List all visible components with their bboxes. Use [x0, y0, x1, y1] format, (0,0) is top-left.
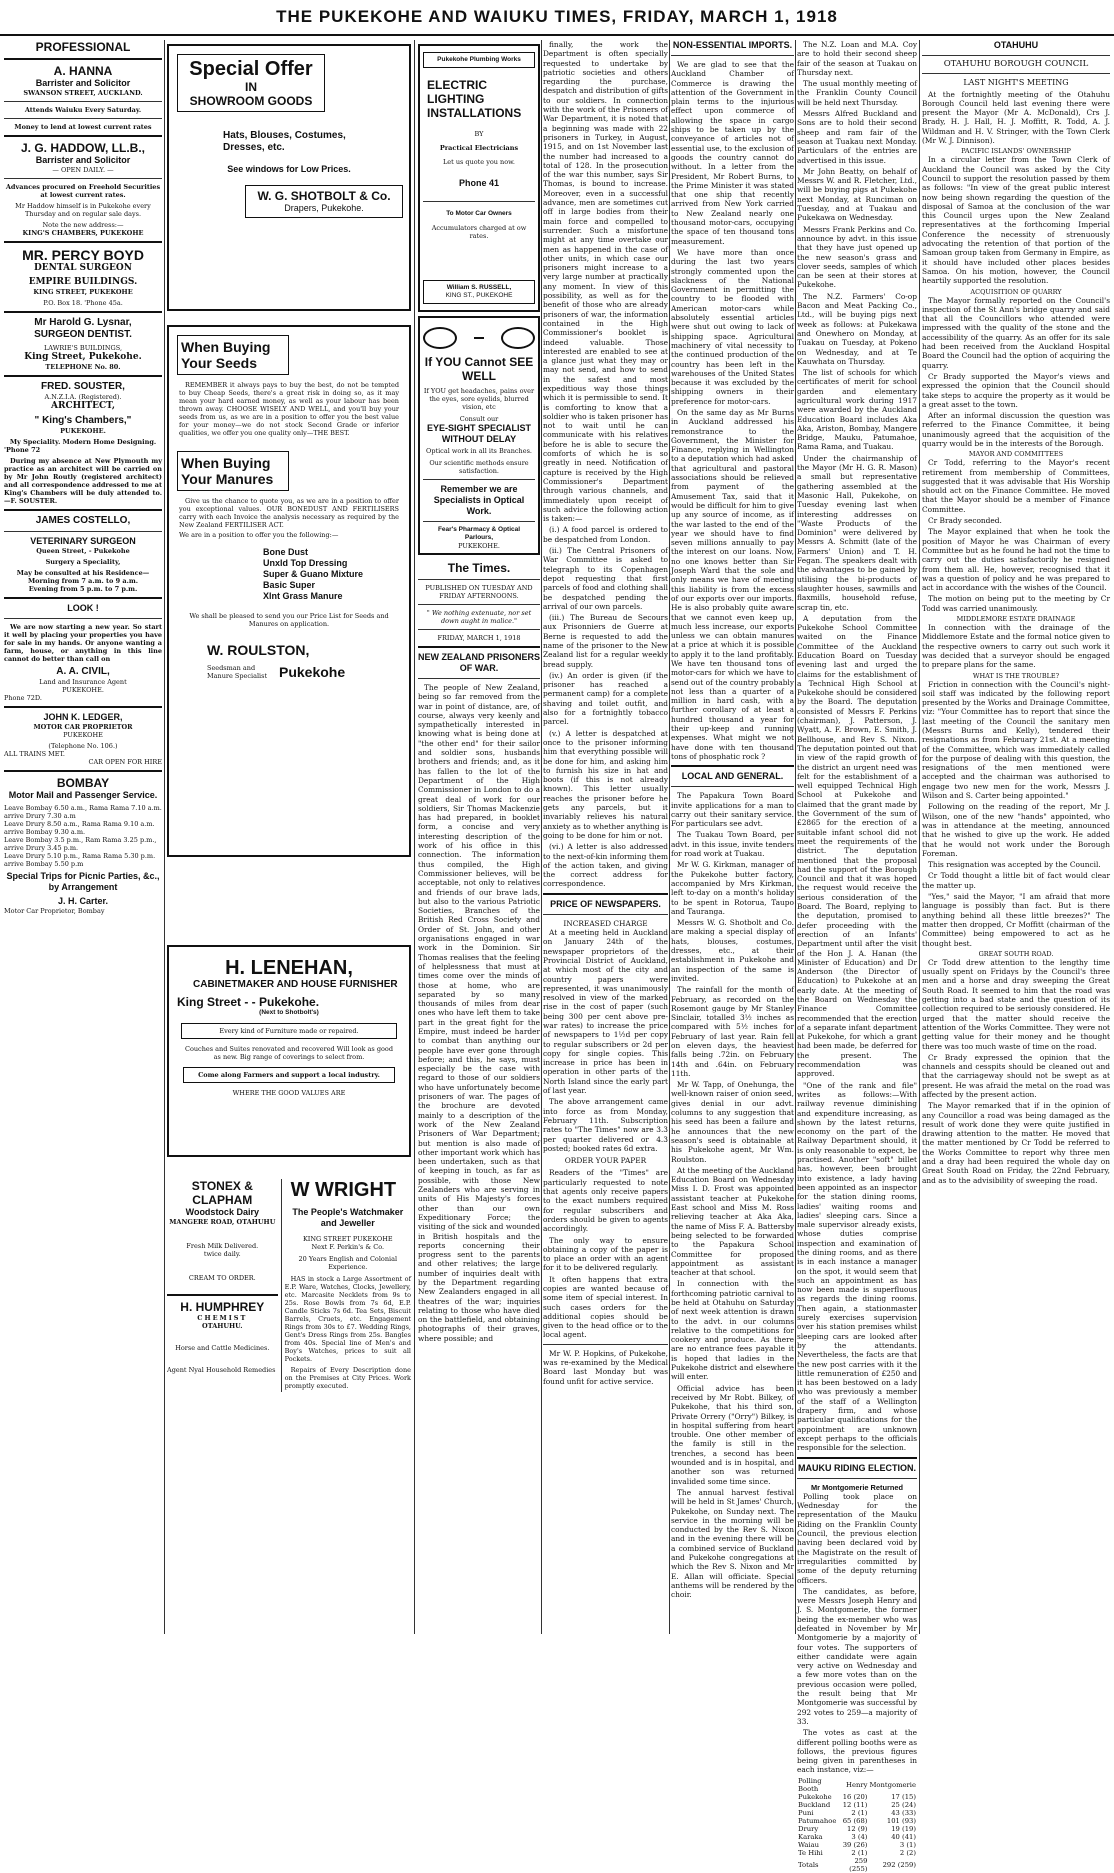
column-rule — [414, 40, 415, 1634]
article-heading-price: PRICE OF NEWSPAPERS. — [550, 898, 661, 909]
article-body: Polling took place on Wednesday for the representation of the Mauku Riding on the Franklin County Council, the previous election having been declared void by the Magistrate on the result of irregularities committed by some of the deputy returning officers. — [797, 1491, 917, 1585]
ad-lysnar-building: LAWRIE'S BUILDINGS, — [43, 344, 123, 352]
ad-costello-name: JAMES COSTELLO, — [35, 515, 131, 526]
ad-souster-speciality: My Speciality. Modern Home Designing. — [9, 438, 157, 446]
ad-lenehan-kind: Every kind of Furniture made or repaired. — [181, 1023, 397, 1039]
section-heading: PROFESSIONAL — [35, 40, 131, 54]
ad-humphrey-agent: Agent Nyal Household Remedies — [167, 1366, 276, 1374]
table-row — [797, 1841, 917, 1849]
article-body: Cr Todd, referring to the Mayor's recent retirement from membership of Committees, suggested that it was advisable that His Worship should act on the Finance Committee. He moved that the Mayor should be a member of Finance Committee. — [922, 458, 1110, 514]
ad-roulston-town: Pukekohe — [279, 664, 346, 680]
ad-civil-town: PUKEKOHE. — [62, 686, 104, 694]
table-row — [797, 1817, 917, 1825]
ad-souster-town: PUKEKOHE. — [60, 427, 106, 435]
table-cell: Pukekohe — [798, 1792, 832, 1801]
ad-lenehan-name: H. LENEHAN, — [225, 957, 353, 979]
ad-lenehan-street: King Street - - Pukekohe. — [177, 995, 320, 1009]
ad-plumbing-name: Pukekohe Plumbing Works — [423, 52, 535, 68]
article-body: Cr Brady expressed the opinion that the channels and cesspits should be cleaned out and that the carriageway should not be swept as at present. He was afraid the metal on the road was affected by the present action. — [922, 1052, 1110, 1099]
ad-offer-showroom: SHOWROOM GOODS — [189, 94, 313, 108]
table-cell: 12 (11) — [842, 1800, 868, 1809]
table-cell: 17 (15) — [891, 1792, 916, 1801]
table-cell: 2 (1) — [851, 1808, 868, 1817]
article-body: The Papakura Town Board invite applications for a man to carry out their sanitary service. For particulars see advt. — [671, 791, 794, 829]
table-header-row — [797, 1777, 917, 1793]
article-body: The Mayor remarked that if in the opinion of any Councillor a road was being damaged as the result of work done they were quite justified in drawing attention to the matter. He moved that the matter mentioned by Cr Todd be referred to the Works Committee to report why three men and a dray had been required the whole day on Great South Road on Friday, the 22nd February, and as to the advisibility of sweeping the road. — [922, 1101, 1110, 1185]
ad-bottom-row — [167, 1179, 411, 1392]
article-body: Mr W. Tapp, of Onehunga, the well-known raiser of onion seed, gives denial in our advt. columns to any suggestion that his seed has been a failure and he announces that the new season's seed is obtainable at his Pukekohe agent, Mr Wm. Roulston. — [671, 1080, 794, 1164]
ad-ledger-tel: (Telephone No. 106.) — [48, 742, 118, 750]
ad-hanna-money: Money to lend at lowest current rates — [14, 123, 152, 131]
article-body: The rainfall for the month of February, as recorded on the Rosemont gauge by Mr Stanley Sinclair, totalled 3½ inches as compared with 5½ inches for February of last year. Rain fell on eleven days, the heaviest falls being .72in. on February 14th and .64in. on February 11th. — [671, 985, 794, 1078]
ad-specialist: EYE-SIGHT SPECIALIST WITHOUT DELAY — [426, 423, 531, 444]
manure-item: Unxld Top Dressing — [263, 558, 348, 568]
ad-haddow-open: — OPEN DAILY. — — [52, 166, 114, 174]
article-body: The candidates, as before, were Messrs Joseph Henry and J. S. Montgomerie, the former being the ex-member who was defeated in November by Mr Montgomerie by a majority of four votes. The supporters of either candidate were again very active on Wednesday and a few more votes than on the previous occasion were polled, the result being that Mr Montgomerie was successful by 292 votes to 259—a majority of 33. — [797, 1586, 917, 1726]
ad-boyd-name: MR. PERCY BOYD — [22, 247, 144, 263]
ad-haddow-role: Barrister and Solicitor — [35, 155, 131, 165]
column-rule — [919, 40, 920, 1634]
spectacles-icon — [423, 327, 535, 349]
ad-ledger-hire: CAR OPEN FOR HIRE — [88, 758, 162, 766]
ad-boyd-street: KING STREET, PUKEKOHE — [33, 288, 133, 296]
article-body: Official advice has been received by Mr Robt. Bilkey, of Pukekohe, that his third son, Private Orrery ("Orry") Bilkey, is in hospital suffering from heart trouble. One other member of the family is still in the trenches, a second has been wounded and is in hospital, and another son was returned invalided some time since. — [671, 1383, 794, 1486]
table-row — [797, 1825, 917, 1833]
ad-manures-price: We shall be pleased to send you our Price List for Seeds and Manures on application. — [189, 612, 389, 628]
article-body: In a circular letter from the Town Clerk of Auckland the Council was asked by the City Council to support the resolution passed by them as follows: "In view of the great public interest now being shown regarding the question of the disposal of Samoa at the conclusion of the war this Council urges upon the New Zealand representatives at the forthcoming Imperial Conference the necessity of strenuously advocating the retention of that portion of the Samoan group taken from Germany in Empire, as it should have included other places besides Samoa. On his motion, however, the Council heartily supported the resolution. — [922, 155, 1110, 286]
ad-hanna-role: Barrister and Solicitor — [35, 78, 131, 88]
ad-manures-text: Give us the chance to quote you, as we are in a position to offer you exceptional values. OUR BONEDUST AND FERTILISERS carry with each Invoice the analysis necessary as required by the New Zealand FERTILISER ACT. — [179, 497, 399, 529]
ad-electric-practical: Practical Electricians — [439, 144, 519, 152]
ad-roulston — [167, 325, 411, 857]
article-body: A deputation from the Pukekohe School Committee waited on the Finance Committee of the Auckland Education Board on Tuesday evening last and urged the claims for the establishment of a Technical High School at Pukekohe should be considered by the Board. The deputation consisted of Messrs F. Perkins (chairman), J. Patterson, J. Wyatt, A. F. Brown, E. Smith, J. Bellhouse, and Rev S. Nixon. The deputation pointed out that in view of the rapid growth of the district an urgent need was felt for the establishment of a well equipped Technical High School at Pukekohe and claimed that the grant made by the Government of the sum of £2865 for the erection of a suitable infant school did not meet the requirements of the district. The deputation mentioned that the proposal had the support of the Borough Council and that it was hoped the request would receive the serious consideration of the Board. The Board, replying to the deputation, promised to defer proceeding with the erection of an Infants' Department until after the visit of the Hon J. A. Hanan (the Minister of Education) and Dr Anderson (the Director of Education) to Pukekohe at an early date. At the meeting of the Board on Wednesday the Finance Committee recommended that the erection of a separate infant department at Pukekohe, for which a grant had been made, be deferred for the present. The recommendation was approved. — [797, 613, 917, 1079]
article-body: At the fortnightly meeting of the Otahuhu Borough Council held last evening there were present the Mayor (Mr A. McDonald), Crs J. Brady, H. J. Hall, H. J. Moffitt, R. Todd, A. J. Wildman and H. V. Stringer, with the Town Clerk (Mr W. J. Dinnison). — [922, 89, 1110, 146]
ad-lenehan — [167, 945, 411, 1157]
ad-lenehan-couches: Couches and Suites renovated and recovered Will look as good as new. Big range of coverings to select from. — [184, 1045, 393, 1061]
article-body: On the same day as Mr Burns in Auckland addressed his remonstrance to the Government, the Minister for Finance, replying in Wellington to a deputation which had asked that agricultural and pastoral associations should be relieved from payment of the Amusement Tax, said that it would be difficult for him to give up any source of income, as if the war lasted to the end of the year we should have to find seven millions annually to pay the interest on our loans. Now, no one knows better than Sir Joseph Ward that the sole and only means we have of meeting this liability is from the excess of our exports over our imports. He is also probably quite aware that we cannot even keep up, much less increase, our exports unless we can obtain manures at a price at which it is possible to apply it to the land profitably. We have ten thousand tons of motor-cars for which we have to send out of the country probably not less than a quarter of a million in hard cash, with a further corollary of at least a hundred thousand a year for their up-keep and running expenses. What might we not have done with ten thousand tons of phosphatic rock ? — [671, 407, 794, 761]
ad-costello-role: VETERINARY SURGEON — [30, 536, 136, 546]
ad-motor-owners: To Motor Car Owners — [446, 210, 512, 217]
table-cell: 259 (255) — [849, 1856, 868, 1873]
times-published: PUBLISHED ON TUESDAY AND FRIDAY AFTERNOONS. — [425, 584, 533, 600]
column-local — [797, 40, 917, 1873]
article-subheading: WHAT IS THE TROUBLE? — [972, 671, 1060, 680]
table-cell: Puni — [798, 1808, 814, 1817]
ad-see-well: If YOU Cannot SEE WELL — [424, 355, 534, 383]
article-heading-council: OTAHUHU BOROUGH COUNCIL — [943, 59, 1089, 69]
table-cell: 65 (68) — [842, 1816, 868, 1825]
ad-wright-repairs: Repairs of Every Description done on the Premises at City Prices. Work promptly executed. — [284, 1366, 411, 1390]
ad-bombay-time: Leave Bombay 3.5 p.m., Ram Rama 3.25 p.m., arrive Drury 3.45 p.m. — [4, 836, 157, 852]
ad-lenehan-farmers: Come along Farmers and support a local industry. — [183, 1067, 395, 1083]
ad-lenehan-next: (Next to Shotbolt's) — [259, 1009, 319, 1016]
times-motto: " We nothing extenuate, nor set down aught in malice." — [426, 609, 532, 625]
manure-item: Xlnt Grass Manure — [263, 591, 343, 601]
article-heading-local: LOCAL AND GENERAL. — [681, 771, 784, 782]
ad-offer-title: Special Offer — [189, 58, 313, 80]
ad-look-heading: LOOK ! — [67, 603, 99, 613]
table-cell: Waiau — [798, 1840, 820, 1849]
table-cell: Patumahoe — [798, 1816, 837, 1825]
ad-haddow-note: Note the new address:— — [42, 221, 124, 229]
ad-boyd-role: DENTAL SURGEON — [34, 263, 132, 273]
article-heading-mauku: MAUKU RIDING ELECTION. — [798, 1462, 916, 1473]
column-professional — [4, 40, 162, 1634]
article-body: In connection with the drainage of the Middlemore Estate and the formal notice given to the respective owners to carry out such work it was decided that a surveyor should be engaged to prepare plans for the same. — [922, 623, 1110, 670]
ad-shotbolt-name: W. G. SHOTBOLT & Co. — [257, 189, 391, 203]
ad-hanna-name: A. HANNA — [53, 64, 113, 78]
ad-civil-role: Land and Insurance Agent — [39, 678, 127, 686]
article-body: The usual monthly meeting of the Franklin County Council will be held next Thursday. — [797, 79, 917, 107]
ad-bombay-time: Leave Bombay 6.50 a.m., Rama Rama 7.10 a.m. arrive Drury 7.30 a.m — [4, 804, 162, 820]
article-body: At the meeting of the Auckland Education Board on Wednesday Miss I. D. Frost was appointed assistant teacher at Pukekohe East school and Miss M. Ross relieving teacher at Aka Aka, the name of Miss F. A. Battersby being selected to be forwarded to the Papakura School Committee for proposed appointment as assistant teacher at that school. — [671, 1165, 794, 1278]
ad-ledger-name: JOHN K. LEDGER, — [43, 712, 123, 722]
article-body: Friction in connection with the Council's night-soil staff was indicated by the following report presented by the Works and Drainage Committee, viz: "Your Committee has to report that since the last meeting of the Council the sanitary men (Messrs Burns and Kelly), tendered their resignations as from February 21st. At a meeting of the Committee, which was immediately called for the purpose of dealing with this question, the resignations of the men mentioned were accepted and the chairman was authorised to engage two new men for the work, Messrs J. Wilson and S. Carter being appointed." — [922, 679, 1111, 801]
table-cell: Karaka — [798, 1832, 823, 1841]
article-body: The people of New Zealand, being so far removed from the war in point of distance, are, of course, always very keenly and sympathetically interested in knowing what is being done at "the other end" for their sailor and soldier sons, husbands brothers and friends; and, as it has fallen to the lot of the Department of the High Commissioner in London to do a great deal of work for our soldiers, Sir Thomas Mackenzie has had prepared, in booklet form, a concise and very interesting description of the work of his office in this connection. The information thus compiled, the High Commissioner believes, will be acceptable, not only to relatives and friends of our brave lads, but also to the various Patriotic Societies, Branches of the British Red Cross Society and Order of St. John, and other organisations engaged in war work in the Dominion. Sir Thomas realises that the feeling of helplessness that must at times come over the minds of those at home, who are separated by so many thousands of miles from dear ones who have left them to take part in the great fight for the Empire, must indeed be harder to combat than anything our people have ever gone through before; and this, he says, must especially be the case with regard to those of our soldiers who have unfortunately become prisoners of war. The pages of the brochure are devoted mainly to a description of the work of the New Zealand Prisoners of War Department; but mention is also made of other important work which has been undertaken, such as that of keeping in touch, as far as possible, with those New Zealanders who are serving in units of His Majesty's forces other than our own Expeditionary Force; the visiting of the sick and wounded in British hospitals and the reports concerning their progress sent to the parents and other relatives; the large number of inquiries dealt with by the Department regarding New Zealanders engaged in all theatres of the war; inquiries relating to those who have died on the battlefield, and obtaining photographs of their graves, where possible; and — [418, 683, 540, 1343]
table-row — [797, 1857, 917, 1873]
article-subheading: INCREASED CHARGE — [563, 918, 648, 928]
article-heading-imports: NON-ESSENTIAL IMPORTS. — [672, 40, 793, 50]
ad-look-text: We are now starting a new year. So start it well by placing your properties you have for sale in my hands. Or anyone wanting a farm, house, or anything in this line cannot do better than call on — [4, 623, 162, 663]
article-body: Cr Todd thought a little bit of fact would clear the matter up. — [922, 871, 1110, 890]
table-row — [797, 1793, 917, 1801]
ad-boyd-box: P.O. Box 18. 'Phone 45a. — [43, 299, 123, 307]
ad-lysnar-role: SURGEON DENTIST. — [34, 329, 132, 340]
table-cell: Te Hihi — [798, 1848, 823, 1857]
column-rule — [669, 40, 670, 1634]
ad-electric-title: ELECTRIC LIGHTING INSTALLATIONS — [427, 78, 522, 120]
ad-special-offer — [167, 44, 411, 311]
ad-costello-address: Queen Street, - Pukekohe — [36, 547, 130, 555]
ad-bombay-sub: Motor Mail and Passenger Service. — [8, 790, 158, 800]
ad-carter-role: Motor Car Proprietor, Bombay — [4, 907, 105, 915]
article-body: finally, the work the Department is often specially requested to undertake by patriotic societies and others regarding the purchase, despatch and distribution of gifts to our soldiers. In connection with the work of the Prisoners of War Department, it is noted that a beginning was made with 22 prisoners in Turkey, in August, 1915, and on 1st November last the number had increased to a total of 128. In the prosecution of the war this number, says Sir Thomas, is bound to increase. Moreover, even in a successful advance, men are sometimes cut off in large bodies from their main force and compelled to surrender. Such a misfortune might at any time overtake our men as happened in the case of other units, in which case our prisoners might increase to a very large number at practically any moment. In view of this possibility, as well as for the benefit of those who are already prisoners of war, the information contained in the High Commissioner's booklet is indeed valuable. Those interested are enabled to see at a glance just what they may or may not send, and how to send in the safest and most expeditious way those things which it is permissible to send. It is comforting to know that a soldier who is taken prisoner has not to wait until he can communicate with his relatives before he is able to secure the comforts of which he is so greatly in need. Notification of capture is received by the High Commissioner's Department through various channels, and immediately upon receipt of such advice the following action is taken:— — [543, 40, 668, 524]
manure-item: Bone Dust — [263, 547, 308, 557]
table-header: Montgomerie — [869, 1780, 916, 1789]
table-cell: 3 (4) — [851, 1832, 868, 1841]
article-body: Mr John Beatty, on behalf of Messrs W. and R. Fletcher, Ltd., will be buying pigs at Pukekohe next Monday, at Runciman on Tuesday, and at Tuakau and Pukekawa on Wednesday. — [797, 166, 917, 223]
article-body: Cr Brady supported the Mayor's views and expressed the opinion that the Council should take steps to acquire the property as it would be a great asset to the town. — [922, 371, 1110, 409]
article-body: The Tuakau Town Board, per advt. in this issue, invite tenders for road work at Tuakau. — [671, 830, 794, 859]
ad-roulston-name: W. ROULSTON, — [207, 642, 310, 658]
ad-consult: Consult our — [459, 415, 499, 423]
ad-bombay-time: Leave Drury 5.10 p.m., Rama Rama 5.30 p.m. arrive Bombay 5.50 p.m — [4, 852, 156, 868]
article-list-item: (ii.) The Central Prisoners of War Committee is asked to telegraph to its Copenhagen depot requesting that first parcels of food and clothing shall be despatched pending the arrival of our own parcels. — [543, 546, 668, 611]
ad-stonex-address: MANGERE ROAD, OTAHUHU — [169, 1218, 276, 1226]
ad-souster-absence: During my absence at New Plymouth my practice as an architect will be carried on by Mr John Routly (registered architect) and all correspondence addressed to me at King's Chambers will be duly attended to.—F. SOUSTER. — [4, 457, 162, 505]
column-rule — [795, 40, 796, 1634]
times-dateline: FRIDAY, MARCH 1, 1918 — [437, 634, 521, 642]
ad-stonex-cream: CREAM TO ORDER. — [188, 1274, 256, 1282]
article-list-item: (vi.) A letter is also addressed to the next-of-kin informing them of the action taken, and giving the correct address for correspondence. — [543, 842, 668, 889]
ad-electric-quote: Let us quote you now. — [442, 158, 515, 166]
ad-manures-list — [263, 547, 405, 602]
article-body: In connection with the forthcoming patriotic carnival to be held at Otahuhu on Saturday of next week attention is drawn to the advt. in our columns relative to the competitions for cookery and produce. As there are no entrance fees payable it is hoped that ladies in the Pukekohe district and elsewhere will enter. — [671, 1279, 794, 1382]
ad-bombay-time: Leave Drury 8.50 a.m., Rama Rama 9.10 a.m. arrive Bombay 9.30 a.m. — [4, 820, 155, 836]
article-subheading: Mr Montgomerie Returned — [811, 1482, 903, 1492]
ad-souster-phone: 'Phone 72 — [4, 446, 41, 454]
ad-electric-phone: Phone 41 — [458, 178, 499, 188]
ad-roulston-role: Seedsman and Manure Specialist — [207, 664, 268, 680]
column-rule — [164, 40, 165, 1634]
manure-item: Basic Super — [263, 580, 316, 590]
article-body: The votes as cast at the different polling booths were as follows, the previous figures being given in parentheses in each instance, viz:— — [797, 1728, 917, 1775]
ad-hanna-address: SWANSON STREET, AUCKLAND. — [23, 89, 143, 97]
ad-haddow-name: J. G. HADDOW, LL.B., — [20, 141, 145, 155]
ad-costello-morning: Morning from 7 a.m. to 9 a.m. — [27, 577, 139, 585]
ad-costello-speciality: Surgery a Speciality, — [45, 558, 121, 566]
article-heading-pow: NEW ZEALAND PRISONERS OF WAR. — [418, 652, 541, 673]
article-body: The annual harvest festival will be held in St James' Church, Pukekohe, on Sunday next. The service in the morning will be conducted by the Rev S. Nixon and in the evening there will be a combined service of Buckland and Pukekohe congregations at which the Rev S. Nixon and Mr E. Allan will officiate. Special anthems will be rendered by the choir. — [671, 1487, 794, 1600]
article-body: Readers of the "Times" are particularly requested to note that agents only receive papers to the exact numbers required for regular subscribers and orders should be given to agents accordingly. — [543, 1168, 668, 1234]
article-body: The above arrangement came into force as from Monday, February 11th. Subscription rates to "The Times" now are 3.3 per quarter delivered or 4.3 posted; booked rates 6d extra. — [543, 1097, 668, 1153]
table-cell: 16 (20) — [842, 1792, 868, 1801]
ad-russell-name: William S. RUSSELL, — [446, 284, 512, 291]
table-header: Polling Booth — [798, 1776, 822, 1793]
ad-carter-name: J. H. Carter. — [57, 896, 109, 906]
article-list-item: (i.) A food parcel is ordered to be despatched from London. — [543, 525, 668, 544]
election-results-table — [797, 1777, 917, 1873]
ad-seeds-text: REMEMBER it always pays to buy the best, do not be tempted to buy Cheap Seeds, there's a great risk in doing so, as it may mean your hard earned money, as well as your labour has been thrown away. CHOOSE WISELY AND WELL, and you'll buy your seeds from us, as we are in a position to offer you the best value for your money—we do not stock Second Grade or inferior qualities, we offer you one quality only—THE BEST. — [179, 381, 399, 437]
column-imports — [671, 40, 794, 1634]
ad-ledger-trains: ALL TRAINS MET. — [4, 750, 65, 758]
table-row — [797, 1849, 917, 1857]
ad-civil-phone: Phone 72D. — [4, 694, 42, 702]
ad-fear-name: Fear's Pharmacy & Optical Parlours, — [437, 526, 521, 541]
article-body: Cr Todd drew attention to the lengthy time usually spent on Fridays by the Council's three men and a horse and dray sweeping the Great South Road. It seemed to him that the road was getting into a bad state and the question of its collection required to be seriously considered. He urged that the matter should receive the attention of the Works Committee. They were not getting value for their money and he thought there was too much waste of time on the road. — [922, 957, 1110, 1051]
ad-lysnar-tel: TELEPHONE No. 80. — [45, 363, 121, 371]
article-subheading: ORDER YOUR PAPER — [564, 1156, 647, 1166]
table-cell: 12 (9) — [847, 1824, 868, 1833]
ad-lysnar-name: Mr Harold G. Lysnar, — [34, 317, 132, 328]
ad-humphrey-town: OTAHUHU. — [202, 1322, 243, 1330]
ad-wright-years: 20 Years English and Colonial Experience. — [298, 1255, 398, 1271]
column-otahuhu — [922, 40, 1110, 1634]
ad-wright-name: W WRIGHT — [290, 1179, 397, 1201]
article-body: The list of schools for which certificates of merit for school garden and elementary agricultural work during 1917 were awarded by the Auckland Education Board includes Aka Aka, Ariston, Bombay, Mangere Bridge, Mauku, Patumahoe, Rama Rama, and Tuakau. — [797, 368, 917, 452]
ad-wright-stock: HAS in stock a Large Assortment of E.P. Ware, Watches, Clocks, Jewellery, etc. Marcasite Necklets from 9s to 25s. Rose Bowls from 7s 6d, E.P. Candle Sticks 7s 6d. Tea Sets, Biscuit Barrels, Cruets, etc. Engagement Rings from 30s to £7. Wedding Rings, Gent's Dress Rings from 25s. Bangles from 40s. Special line of Men's and Boy's Watches, prices to suit all Pockets. — [284, 1275, 411, 1363]
article-body: The motion on being put to the meeting by Cr Todd was carried unanimously. — [922, 594, 1110, 613]
ad-lysnar-street: King Street, Pukekohe. — [24, 352, 142, 362]
ad-humphrey-role: CHEMIST — [197, 1314, 248, 1322]
ad-see-text: If YOU get headaches, pains over the eyes, sore eyelids, blurred vision, etc — [423, 387, 535, 411]
table-header: Henry — [846, 1780, 868, 1789]
article-body: This resignation was accepted by the Council. — [928, 860, 1101, 870]
ad-lenehan-role: CABINETMAKER AND HOUSE FURNISHER — [193, 979, 398, 990]
article-list-item: (v.) A letter is despatched at once to the prisoner informing him that everything possible will be done for him, and asking him to furnish his size in hat and boots (if this is not already known). This letter usually reaches the prisoner before he gets any parcels, but it invariably relieves his natural anxiety as to whether anything is going to be done for him or not. — [543, 728, 668, 840]
article-body: At a meeting held in Auckland on January 24th of the newspaper proprietors of the Provincial District of Auckland, at which most of the city and country papers were represented, it was unanimously resolved in view of the marked rise in the cost of paper (such being 300 per cent above pre-war rates) to increase the price of newspapers to 1½d per copy to regular subscribers or 2d per copy for single copies. This increase in price has been in operation in other parts of the North Island since the early part of last year. — [543, 928, 668, 1096]
table-cell: Drury — [798, 1824, 819, 1833]
ad-plumbing — [418, 44, 540, 312]
ad-souster-cred: A.N.Z.I.A. (Registered). — [44, 393, 122, 401]
ad-manures-title: When Buying Your Manures — [181, 455, 274, 487]
ad-humphrey-name: H. HUMPHREY — [180, 1300, 265, 1314]
ad-haddow-chambers: KING'S CHAMBERS, PUKEKOHE — [22, 229, 144, 237]
article-body: The Mayor explained that when he took the position of Mayor he was Chairman of every Committee but as he found he had not the time to carry out the duties satisfactorily he resigned from them all. He, however, recognised that it was a question of policy and he was prepared to act in accordance with the wishes of the Council. — [922, 527, 1110, 593]
manure-item: Super & Guano Mixture — [263, 569, 364, 579]
article-body: We are glad to see that the Auckland Chamber of Commerce is drawing the attention of the Government in plain terms to the injurious effect upon commerce of allowing the space in cargo ships to be taken up by the conveyance of articles not of essential use, to the exclusion of goods the country cannot do without. In a letter from the President, Mr Robert Burns, to the Prime Minister it was stated that one ship that recently arrived from New York carried to New Zealand nearly one thousand motor-cars, occupying the space of ten thousand tons measurement. — [671, 60, 794, 246]
ad-civil-name: A. A. CIVIL, — [56, 666, 110, 677]
ad-souster-name: FRED. SOUSTER, — [41, 381, 125, 392]
article-body: Mr W. P. Hopkins, of Pukekohe, was re-examined by the Medical Board last Monday but was found unfit for active service. — [543, 1348, 668, 1386]
ad-russell-address: KING ST., PUKEKOHE — [445, 292, 513, 299]
ad-wright-street: KING STREET PUKEKOHE — [302, 1235, 393, 1243]
section-heading-otahuhu: OTAHUHU — [993, 40, 1039, 50]
column-rule — [541, 40, 542, 1634]
article-body: Under the chairmanship of the Mayor (Mr H. G. R. Mason) a small but representative gathering assembled at the Masonic Hall, Pukekohe, on Tuesday evening last when interesting addresses on "Waste Products of the Dominion" were delivered by Messrs A. Schmitt (late of the Farmers' Union) and T. H. Fegan. The speakers dealt with the advantages to be gained by utilising the bi-products of slaughter houses, sawmills and flaxmills, household refuse, scrap tin, etc. — [797, 453, 917, 612]
table-cell: 40 (41) — [891, 1832, 916, 1841]
article-subheading: PACIFIC ISLANDS' OWNERSHIP — [961, 147, 1071, 156]
ad-stonex-name: STONEX & CLAPHAM — [191, 1179, 253, 1207]
table-cell: 39 (26) — [842, 1840, 868, 1849]
article-body: Cr Brady seconded. — [928, 516, 1002, 526]
ad-shotbolt-role: Drapers, Pukekohe. — [284, 203, 364, 213]
ad-stonex-dairy: Woodstock Dairy — [185, 1207, 259, 1217]
ad-bombay-special: Special Trips for Picnic Parties, &c., by Arrangement — [6, 871, 160, 892]
table-row — [797, 1801, 917, 1809]
ad-humphrey-horse: Horse and Cattle Medicines. — [175, 1344, 270, 1352]
article-body: Following on the reading of the report, Mr J. Wilson, one of the new "hands" appointed, who was in attendance at the meeting, announced that he wished to give up the work. He added that he would not work under the Borough Foreman. — [922, 802, 1110, 858]
ad-electric-by: BY — [474, 130, 484, 138]
ad-haddow-advances: Advances procured on Freehold Securities at lowest current rates. — [5, 183, 161, 199]
ad-souster-role: ARCHITECT, — [51, 401, 115, 411]
ad-remember: Remember we are Specialists in Optical Work. — [433, 484, 525, 516]
table-cell: 292 (259) — [882, 1860, 916, 1869]
article-subheading: MIDDLEMORE ESTATE DRAINAGE — [956, 615, 1076, 624]
ad-offer-in: IN — [245, 80, 257, 94]
article-body: We have more than once during the last two years strongly commented upon the slackness of the National Government in permitting the country to be flooded with American motor-cars while absolutely essential articles were shut out owing to lack of shipping space. Agricultural machinery of vital necessity to the continued production of the country has been left in the warehouses of the United States because it was excluded by the shipping owners in their preference for motor-cars. — [671, 247, 794, 406]
ad-seeds-title: When Buying Your Seeds — [181, 339, 271, 371]
article-body: The only way to ensure obtaining a copy of the paper is to place an order with an agent for it to be delivered regularly. — [543, 1235, 668, 1273]
article-body: Messrs Frank Perkins and Co. announce by advt. in this issue that they have just opened up the new season's grass and clover seeds, samples of which can be seen at their stores at Pukekohe. — [797, 224, 917, 290]
article-body: The N.Z. Farmers' Co-op Bacon and Meat Packing Co., Ltd., will be buying pigs next week as follows: at Pukekawa and Onewhero on Monday, at Tuakau on Tuesday, at Pokeno on Wednesday, and at Te Kauwhata on Thursday. — [797, 291, 917, 366]
ad-lenehan-values: WHERE THE GOOD VALUES ARE — [232, 1089, 346, 1097]
ad-boyd-building: EMPIRE BUILDINGS. — [28, 277, 138, 287]
article-list-item: (iv.) An order is given (if the prisoner has reached a permanent camp) for a complete shaving and toilet outfit, and also for a fortnightly tobacco parcel. — [543, 670, 668, 727]
column-news — [543, 40, 668, 1634]
table-cell: 43 (33) — [891, 1808, 916, 1817]
times-title: The Times. — [447, 561, 511, 575]
article-body: After an informal discussion the question was referred to the Finance Committee, it being unanimously agreed that the acquisition of the quarry would be in the interests of the Borough. — [922, 411, 1110, 448]
masthead: THE PUKEKOHE AND WAIUKU TIMES, FRIDAY, MARCH 1, 1918 — [0, 0, 1114, 36]
article-body: It often happens that extra copies are wanted because of some item of special interest. In such cases orders for the additional copies should be given to the head office or to the local agent. — [543, 1274, 668, 1340]
ad-accumulators: Accumulators charged at ow rates. — [431, 224, 527, 240]
column-advertisements — [167, 40, 411, 1634]
ad-bombay-title: BOMBAY — [56, 776, 110, 790]
article-body: The N.Z. Loan and M.A. Coy are to hold their second sheep fair of the season at Tuakau on Thursday next. — [797, 40, 917, 77]
ad-wright-role: The People's Watchmaker and Jeweller — [292, 1207, 404, 1228]
table-row — [797, 1809, 917, 1817]
ad-optical: Optical work in all its Branches. — [426, 447, 532, 455]
column-editorial — [418, 40, 540, 1634]
article-subheading: LAST NIGHT'S MEETING — [963, 78, 1069, 88]
table-cell: 25 (24) — [891, 1800, 916, 1809]
table-cell: Totals — [798, 1860, 819, 1869]
table-cell: 2 (2) — [899, 1848, 916, 1857]
ad-ledger-role: MOTOR CAR PROPRIETOR — [33, 723, 133, 731]
table-row — [797, 1833, 917, 1841]
ad-costello-evening: Evening from 5 p.m. to 7 p.m. — [28, 585, 138, 593]
article-subheading: GREAT SOUTH ROAD. — [978, 949, 1054, 958]
article-body: The Mayor formally reported on the Council's inspection of the St Ann's bridge quarry and said that all the Councillors who attended were impressed with the quality of the stone and the accessibility of the quarry. As an offer for its sale had been received from the Auckland Hospital Board the Council had the option of acquiring the quarry. — [922, 295, 1110, 370]
article-body: Messrs W. G. Shotbolt and Co. are making a special display of hats, blouses, costumes, dresses, etc., at their establishment in Pukekohe and an inspection of the same is invited. — [671, 918, 794, 983]
table-cell: 3 (1) — [899, 1840, 916, 1849]
ad-hanna-attends: Attends Waiuku Every Saturday. — [24, 106, 142, 114]
article-subheading: MAYOR AND COMMITTEES — [968, 450, 1064, 459]
ad-costello-consult: May be consulted at his Residence— — [16, 569, 150, 577]
ad-haddow-schedule: Mr Haddow himself is in Pukekohe every Thursday and on regular sale days. — [15, 202, 151, 218]
ad-scientific: Our scientific methods ensure satisfaction. — [429, 459, 529, 475]
table-cell: 2 (1) — [851, 1848, 868, 1857]
article-body: Mr W. G. Kirkman, manager of the Pukekohe butter factory, accompanied by Mrs Kirkman, left to-day on a month's holiday to be spent in Rotorua, Taupo and Tauranga. — [671, 860, 794, 916]
article-body: Messrs Alfred Buckland and Sons are to hold their second sheep and ram fair of the season at Tuakau next Monday. Particulars of the entries are advertised in this issue. — [797, 109, 917, 165]
ad-manures-offer: We are in a position to offer you the following:— — [179, 531, 339, 539]
ad-offer-items: Hats, Blouses, Costumes, Dresses, etc. — [223, 130, 346, 153]
ad-souster-chambers: " King's Chambers," — [34, 415, 132, 426]
article-body: "One of the rank and file" writes as follows:—With railway revenue diminishing and expenditure increasing, as shown by the latest returns, economy on the part of the Railway Department should, it is only reasonable to expect, be practised. Another "soft" billet has, however, been brought into existence, a lady having been appointed as an inspector for the station dining rooms, ladies' waiting rooms and ladies' sleeping cars. Since a male supervisor already exists, whose duties comprise inspection and examination of the dining rooms, and as there is in each instance a manager on the spot, it would seem that such an appointment as has now been made is superfluous as regards the dining rooms. Then again, a stationmaster surely exercises supervision over his station premises whilst sleeping cars are looked after by the attendants. Nevertheless, the facts are that the new post carries with it the little remuneration of £250 and it has been bestowed on a lady who was previously a member of the staff of a Wellington drapery firm, and whose particular qualifications for the appointment are unknown except perhaps to the officials responsible for the selection. — [797, 1080, 917, 1453]
ad-ledger-town: PUKEKOHE — [63, 731, 103, 739]
ad-fears — [418, 316, 540, 555]
article-subheading: ACQUISITION OF QUARRY — [970, 287, 1062, 296]
article-list-item: (iii.) The Bureau de Secours aux Prisonniers de Guerre at Berne is requested to add the name of the prisoner to the New Zealand list for a regular weekly bread supply. — [543, 613, 668, 669]
ad-offer-windows: See windows for Low Prices. — [227, 164, 351, 174]
ad-fear-town: PUKEKOHE. — [458, 542, 500, 550]
table-cell: Buckland — [798, 1800, 831, 1809]
table-cell: 101 (93) — [886, 1816, 916, 1825]
ad-wright-next: Next F. Perkin's & Co. — [311, 1243, 385, 1251]
table-cell: 19 (19) — [891, 1824, 916, 1833]
ad-stonex-milk: Fresh Milk Delivered. twice daily. — [186, 1242, 259, 1258]
article-body: "Yes," said the Mayor, "I am afraid that more language is possibly than fact. But is there anything behind all these little breezes?" The matter then dropped, Cr Moffitt (chairman of the Committee) being empowered to act as he thought best. — [922, 892, 1110, 948]
